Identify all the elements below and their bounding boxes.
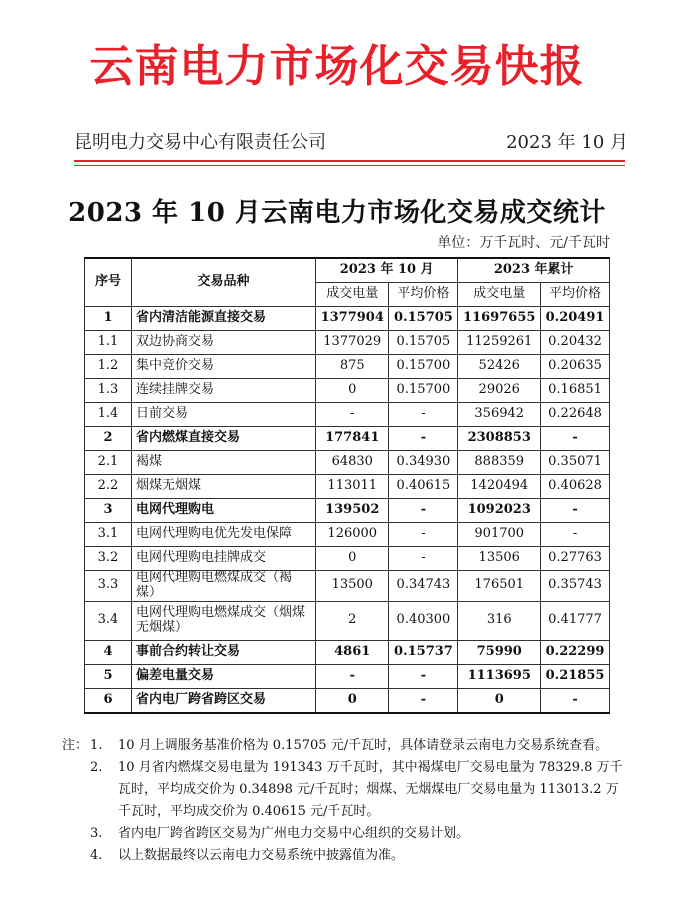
row-month-volume: 139502 bbox=[316, 499, 389, 523]
note-number: 3. bbox=[90, 826, 103, 841]
note-number: 2. bbox=[90, 760, 103, 775]
row-month-volume: 875 bbox=[316, 355, 389, 379]
table-title: 2023 年 10 月云南电力市场化交易成交统计 bbox=[68, 198, 606, 228]
row-ytd-volume: 75990 bbox=[458, 640, 541, 664]
row-month-price: 0.34930 bbox=[389, 451, 458, 475]
row-month-price: 0.15700 bbox=[389, 355, 458, 379]
row-month-volume: 1377029 bbox=[316, 331, 389, 355]
trade-stats-table bbox=[84, 257, 610, 714]
table-body bbox=[85, 307, 610, 713]
header-no: 序号 bbox=[85, 258, 132, 307]
row-ytd-price: - bbox=[541, 427, 610, 451]
row-ytd-price: - bbox=[541, 688, 610, 713]
table-row bbox=[85, 355, 610, 379]
row-no: 6 bbox=[85, 688, 132, 713]
row-no: 3.1 bbox=[85, 523, 132, 547]
header-group-ytd: 2023 年累计 bbox=[458, 258, 610, 283]
header-month-volume: 成交电量 bbox=[316, 283, 389, 307]
row-no: 3.2 bbox=[85, 547, 132, 571]
row-ytd-price: 0.35071 bbox=[541, 451, 610, 475]
row-ytd-price: 0.22648 bbox=[541, 403, 610, 427]
row-month-volume: 1377904 bbox=[316, 307, 389, 331]
row-no: 3.4 bbox=[85, 601, 132, 640]
header-group-month: 2023 年 10 月 bbox=[316, 258, 458, 283]
row-month-price: - bbox=[389, 547, 458, 571]
row-ytd-price: 0.20432 bbox=[541, 331, 610, 355]
row-no: 2.1 bbox=[85, 451, 132, 475]
header-ytd-price: 平均价格 bbox=[541, 283, 610, 307]
row-name: 电网代理购电 bbox=[132, 499, 316, 523]
table-row bbox=[85, 307, 610, 331]
table-row bbox=[85, 451, 610, 475]
notes-list bbox=[62, 735, 630, 867]
note-number: 4. bbox=[90, 848, 103, 863]
table-row bbox=[85, 475, 610, 499]
row-ytd-volume: 901700 bbox=[458, 523, 541, 547]
table-row bbox=[85, 379, 610, 403]
row-no: 1.4 bbox=[85, 403, 132, 427]
row-month-volume: 0 bbox=[316, 688, 389, 713]
row-name: 省内燃煤直接交易 bbox=[132, 427, 316, 451]
row-no: 5 bbox=[85, 664, 132, 688]
row-ytd-volume: 1420494 bbox=[458, 475, 541, 499]
table-row bbox=[85, 427, 610, 451]
note-number: 1. bbox=[90, 738, 103, 753]
row-no: 2.2 bbox=[85, 475, 132, 499]
header-month-price: 平均价格 bbox=[389, 283, 458, 307]
note-text: 10 月省内燃煤交易电量为 191343 万千瓦时，其中褐煤电厂交易电量为 78329.8 万千瓦时，平均成交价为 0.34898 元/千瓦时；烟煤、无烟煤电厂交易电量为 113013.2 万千瓦时，平均成交价为 0.40615 元/千瓦时。 bbox=[118, 760, 623, 819]
row-name: 电网代理购电燃煤成交（褐煤） bbox=[132, 571, 316, 602]
table-row bbox=[85, 601, 610, 640]
row-month-price: - bbox=[389, 427, 458, 451]
row-ytd-price: 0.20635 bbox=[541, 355, 610, 379]
row-name: 连续挂牌交易 bbox=[132, 379, 316, 403]
row-ytd-volume: 29026 bbox=[458, 379, 541, 403]
row-name: 事前合约转让交易 bbox=[132, 640, 316, 664]
row-month-volume: 64830 bbox=[316, 451, 389, 475]
row-ytd-price: - bbox=[541, 523, 610, 547]
report-masthead: 云南电力市场化交易快报 bbox=[89, 41, 585, 92]
row-month-volume: 0 bbox=[316, 379, 389, 403]
notes-section bbox=[62, 735, 630, 867]
row-name: 电网代理购电燃煤成交（烟煤无烟煤） bbox=[132, 601, 316, 640]
table-row bbox=[85, 523, 610, 547]
row-ytd-price: 0.41777 bbox=[541, 601, 610, 640]
unit-label: 单位：万千瓦时、元/千瓦时 bbox=[437, 235, 610, 251]
row-name: 集中竞价交易 bbox=[132, 355, 316, 379]
note-text: 省内电厂跨省跨区交易为广州电力交易中心组织的交易计划。 bbox=[118, 826, 470, 841]
row-name: 双边协商交易 bbox=[132, 331, 316, 355]
row-no: 1.1 bbox=[85, 331, 132, 355]
row-month-price: 0.15700 bbox=[389, 379, 458, 403]
row-name: 日前交易 bbox=[132, 403, 316, 427]
row-month-volume: 4861 bbox=[316, 640, 389, 664]
row-ytd-volume: 356942 bbox=[458, 403, 541, 427]
row-month-price: - bbox=[389, 523, 458, 547]
row-no: 3 bbox=[85, 499, 132, 523]
note-item bbox=[90, 757, 630, 823]
table-row bbox=[85, 403, 610, 427]
row-month-price: 0.15705 bbox=[389, 307, 458, 331]
row-month-price: 0.34743 bbox=[389, 571, 458, 602]
row-ytd-price: 0.22299 bbox=[541, 640, 610, 664]
table-row bbox=[85, 640, 610, 664]
note-item bbox=[90, 845, 630, 867]
row-ytd-volume: 176501 bbox=[458, 571, 541, 602]
row-ytd-volume: 1113695 bbox=[458, 664, 541, 688]
row-month-price: 0.40300 bbox=[389, 601, 458, 640]
header-rule-thin bbox=[74, 165, 625, 166]
row-ytd-volume: 0 bbox=[458, 688, 541, 713]
row-ytd-volume: 13506 bbox=[458, 547, 541, 571]
note-text: 以上数据最终以云南电力交易系统中披露值为准。 bbox=[118, 848, 405, 863]
table-row bbox=[85, 331, 610, 355]
row-name: 电网代理购电挂牌成交 bbox=[132, 547, 316, 571]
table-row bbox=[85, 499, 610, 523]
note-text: 10 月上调服务基准价格为 0.15705 元/千瓦时，具体请登录云南电力交易系统查看。 bbox=[118, 738, 609, 753]
issuer-name: 昆明电力交易中心有限责任公司 bbox=[74, 132, 326, 153]
row-month-volume: 113011 bbox=[316, 475, 389, 499]
row-no: 1.3 bbox=[85, 379, 132, 403]
row-month-volume: - bbox=[316, 403, 389, 427]
row-month-volume: 2 bbox=[316, 601, 389, 640]
row-ytd-volume: 888359 bbox=[458, 451, 541, 475]
row-ytd-price: 0.21855 bbox=[541, 664, 610, 688]
row-name: 烟煤无烟煤 bbox=[132, 475, 316, 499]
row-ytd-volume: 1092023 bbox=[458, 499, 541, 523]
row-ytd-volume: 2308853 bbox=[458, 427, 541, 451]
row-month-price: - bbox=[389, 403, 458, 427]
row-name: 褐煤 bbox=[132, 451, 316, 475]
header-item: 交易品种 bbox=[132, 258, 316, 307]
row-ytd-price: 0.16851 bbox=[541, 379, 610, 403]
row-month-volume: 126000 bbox=[316, 523, 389, 547]
row-name: 电网代理购电优先发电保障 bbox=[132, 523, 316, 547]
row-no: 3.3 bbox=[85, 571, 132, 602]
row-name: 偏差电量交易 bbox=[132, 664, 316, 688]
row-month-price: - bbox=[389, 664, 458, 688]
row-ytd-price: - bbox=[541, 499, 610, 523]
row-no: 1 bbox=[85, 307, 132, 331]
row-ytd-price: 0.27763 bbox=[541, 547, 610, 571]
row-no: 2 bbox=[85, 427, 132, 451]
row-month-price: - bbox=[389, 688, 458, 713]
row-month-volume: - bbox=[316, 664, 389, 688]
row-ytd-volume: 316 bbox=[458, 601, 541, 640]
row-no: 4 bbox=[85, 640, 132, 664]
row-ytd-volume: 11259261 bbox=[458, 331, 541, 355]
row-month-price: 0.15737 bbox=[389, 640, 458, 664]
row-ytd-price: 0.20491 bbox=[541, 307, 610, 331]
row-no: 1.2 bbox=[85, 355, 132, 379]
row-month-price: - bbox=[389, 499, 458, 523]
note-prefix: 注： bbox=[62, 738, 89, 753]
table-row bbox=[85, 547, 610, 571]
note-item bbox=[90, 823, 630, 845]
table-row bbox=[85, 664, 610, 688]
row-name: 省内清洁能源直接交易 bbox=[132, 307, 316, 331]
row-month-price: 0.40615 bbox=[389, 475, 458, 499]
row-month-volume: 0 bbox=[316, 547, 389, 571]
row-ytd-volume: 11697655 bbox=[458, 307, 541, 331]
note-item bbox=[62, 735, 630, 757]
row-ytd-price: 0.40628 bbox=[541, 475, 610, 499]
row-month-volume: 177841 bbox=[316, 427, 389, 451]
table-row bbox=[85, 688, 610, 713]
row-name: 省内电厂跨省跨区交易 bbox=[132, 688, 316, 713]
issue-date: 2023 年 10 月 bbox=[506, 132, 628, 153]
row-ytd-price: 0.35743 bbox=[541, 571, 610, 602]
table-row bbox=[85, 571, 610, 602]
row-ytd-volume: 52426 bbox=[458, 355, 541, 379]
row-month-price: 0.15705 bbox=[389, 331, 458, 355]
header-rule-thick bbox=[74, 160, 625, 162]
header-ytd-volume: 成交电量 bbox=[458, 283, 541, 307]
row-month-volume: 13500 bbox=[316, 571, 389, 602]
